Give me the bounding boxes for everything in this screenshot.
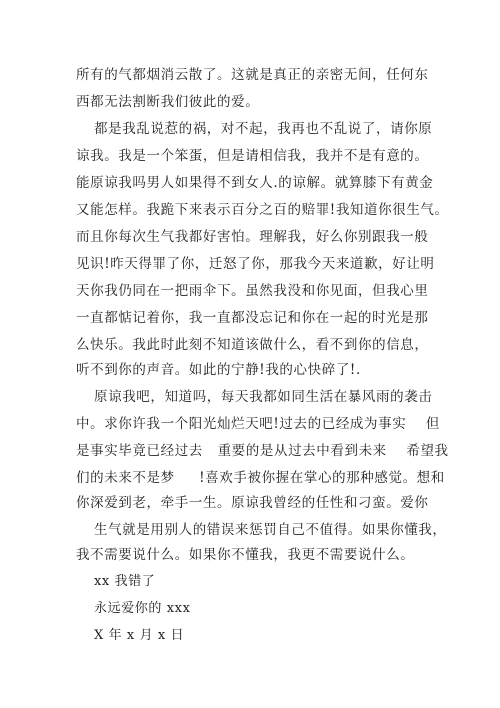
text-line: 谅我。我是一个笨蛋，但是请相信我，我并不是有意的。: [76, 148, 429, 164]
text-line: 原谅我吧，知道吗，每天我都如同生活在暴风雨的袭击: [94, 389, 433, 405]
text-line: 中。求你许我一个阳光灿烂天吧!过去的已经成为事实 但: [76, 416, 440, 432]
signature-line: X 年 x 月 x 日: [94, 628, 185, 643]
text-line: 是事实毕竟已经过去 重要的是从过去中看到未来 希望我: [76, 443, 449, 459]
signature-line: 永远爱你的 xxx: [94, 601, 191, 616]
text-line: 生气就是用别人的错误来惩罚自己不值得。如果你懂我，: [94, 522, 447, 538]
text-line: 所有的气都烟消云散了。这就是真正的亲密无间，任何东: [76, 67, 429, 83]
text-line: 么快乐。我此时此刻不知道该做什么，看不到你的信息，: [76, 337, 429, 353]
text-line: 又能怎样。我跪下来表示百分之百的赔罪!我知道你很生气。: [76, 202, 449, 218]
text-line: 我不需要说什么。如果你不懂我，我更不需要说什么。: [76, 547, 415, 563]
text-line: 你深爱到老，牵手一生。原谅我曾经的任性和刁蛮。爱你: [76, 495, 429, 511]
text-line: 都是我乱说惹的祸，对不起，我再也不乱说了，请你原: [94, 121, 433, 137]
text-line: 天你我仍同在一把雨伞下。虽然我没和你见面，但我心里: [76, 283, 429, 299]
text-line: 们的未来不是梦 !喜欢手被你握在掌心的那种感觉。想和: [76, 470, 445, 486]
signature-line: xx 我错了: [94, 574, 156, 589]
text-line: 而且你每次生气我都好害怕。理解我，好么你别跟我一般: [76, 229, 429, 245]
text-line: 一直都惦记着你，我一直都没忘记和你在一起的时光是那: [76, 310, 429, 326]
text-line: 听不到你的声音。如此的宁静!我的心快碎了!.: [76, 362, 361, 378]
text-line: 西都无法割断我们彼此的爱。: [76, 94, 260, 110]
text-line: 见识!昨天得罪了你，迁怒了你，那我今天来道歉，好让明: [76, 256, 435, 272]
text-line: 能原谅我吗男人如果得不到女人.的谅解。就算膝下有黄金: [76, 175, 434, 191]
